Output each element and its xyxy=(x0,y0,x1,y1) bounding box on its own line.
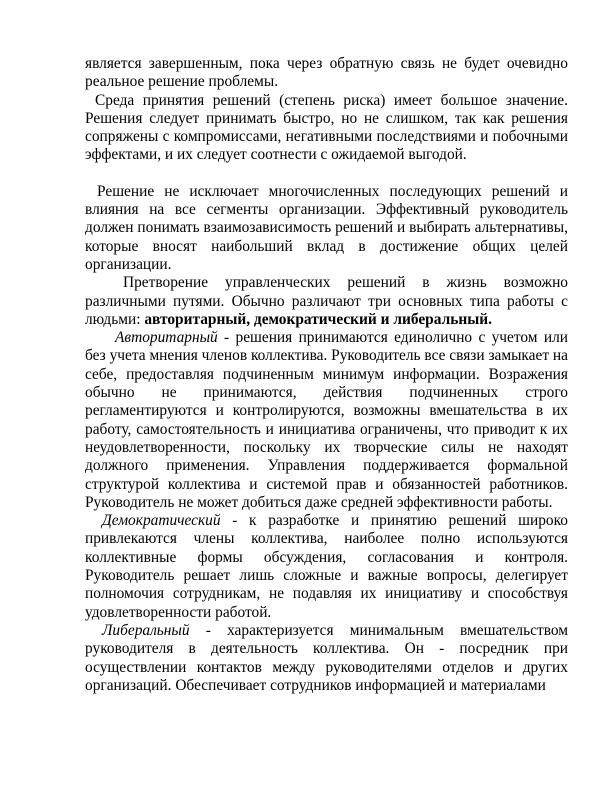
paragraph-management-styles xyxy=(85,274,568,329)
paragraph-authoritarian xyxy=(85,329,568,512)
paragraph-subsequent-decisions: Решение не исключает многочисленных последующих решений и влияния на все сегменты организации. Эффективный руководитель должен понимать взаимозависимость решений и выбирать альтернативы, которые вносят наибольший вклад в достижение общих целей организации. xyxy=(85,182,568,273)
term-democratic: Демократический xyxy=(102,512,221,530)
democratic-description: - к разработке и принятию решений широко привлекаются члены коллектива, наиболее полно используются коллективные формы обсуждения, согласования и контроля. Руководитель решает лишь сложные и важные вопросы, делегирует полномочия сотрудникам, не подавляя их инициативу и способствуя удовлетворенности работой. xyxy=(85,512,568,621)
paragraph-feedback: является завершенным, пока через обратную связь не будет очевидно реальное решение проблемы. xyxy=(85,55,568,91)
paragraph-spacer xyxy=(85,165,568,183)
term-authoritarian: Авторитарный xyxy=(115,329,218,347)
liberal-description: - характеризуется минимальным вмешательством руководителя в деятельность коллектива. Он - посредник при осуществлении контактов между руководителями отделов и других организаций. Обеспечивает сотрудников информацией и материалами xyxy=(85,621,568,694)
styles-list-bold: авторитарный, демократический и либеральный. xyxy=(144,310,492,328)
document-page xyxy=(85,55,568,695)
paragraph-democratic xyxy=(85,512,568,622)
paragraph-liberal xyxy=(85,622,568,695)
authoritarian-description: - решения принимаются единолично с учетом или без учета мнения членов коллектива. Руководитель все связи замыкает на себе, предоставляя подчиненным минимум информации. Возражения обычно не принимаются, действия подчиненных строго регламентируются и контролируются, возможны вмешательства в их работу, самостоятельность и инициатива ограничены, что приводит к их неудовлетворенности, поскольку их творческие силы не находят должного применения. Управления поддерживается формальной структурой коллектива и системой прав и обязанностей работников. Руководитель не может добиться даже средней эффективности работы. xyxy=(85,329,568,511)
paragraph-decision-environment: Среда принятия решений (степень риска) имеет большое значение. Решения следует принимать быстро, но не слишком, так как решения сопряжены с компромиссами, негативными последствиями и побочными эффектами, и их следует соотнести с ожидаемой выгодой. xyxy=(85,91,568,164)
term-liberal: Либеральный xyxy=(102,621,190,639)
styles-intro-text: Претворение управленческих решений в жизнь возможно различными путями. Обычно различают три основных типа работы с людьми: xyxy=(85,274,568,328)
